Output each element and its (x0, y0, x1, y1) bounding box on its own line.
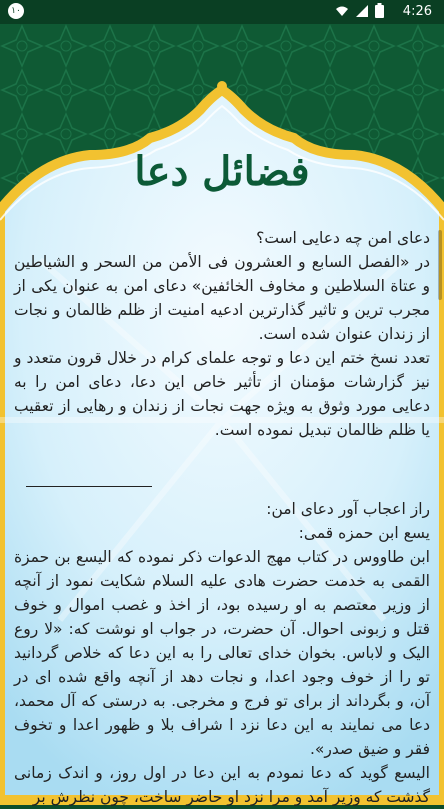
content-scroll[interactable] (14, 226, 430, 806)
battery-icon (375, 3, 384, 18)
paragraph: تعدد نسخ ختم این دعا و توجه علمای کرام در خلال قرون متعدد و نیز گزارشات مؤمنان از تأثیر خاص این دعا، دعای امن را به دعایی مورد وثوق به ویژه جهت نجات از زندان و رهایی از تعقیب یا ظلم ظالمان تبدیل نموده است. (14, 349, 430, 439)
notification-badge: ۱۰ (8, 3, 24, 19)
paragraph: ابن طاووس در کتاب مهج الدعوات ذکر نموده که الیسع بن حمزة القمی به خدمت حضرت هادی علیه السلام شکایت نمود از آنچه از وزیر معتصم به او رسیده بود، از اخذ و غصب اموال و خوف قتل و زبونی احوال. آن حضرت، در جواب او نوشت که: «لا روع الیک و لاباس. بخوان خدای تعالی را به این دعا که خلاص گردانید تو را از خوف وجود اعدا، و نجات دهد از آنچه واقع شده ای در آن، و بگرداند از برای تو فرج و مخرجی. به درستی که آل محمد، دعا می نمایند به این دعا نزد ا شراف بلا و ظهور اعدا و تخوف فقر و ضیق صدر». (14, 548, 430, 758)
status-bar (0, 0, 444, 24)
wifi-icon (335, 4, 349, 18)
paragraph: الیسع گوید که دعا نمودم به این دعا در اول روز، و اندک زمانی گذشت که وزیر آمد و مرا نزد او حاضر ساخت، چون نظرش بر (14, 764, 430, 806)
paragraph: دعای امن چه دعایی است؟ (256, 229, 430, 247)
paragraph: در «الفصل السابع و العشرون فی الأمن من السحر و الشیاطین و عتاة السلاطین و مخاوف الخائفین» دعای امن به عنوان یکی از مجرب ترین و تاثیر گذارترین ادعیه امنیت از ظلم ظالمان و نجات از زندان عنوان شده است. (14, 253, 430, 343)
section-heading: راز اعجاب آور دعای امن: (266, 500, 430, 518)
page-title: فضائل دعا (134, 148, 310, 195)
status-icons (335, 3, 384, 18)
clock: 4:26 (402, 4, 432, 19)
paragraph: یسع ابن حمزه قمی: (298, 524, 430, 542)
divider (26, 486, 152, 487)
signal-icon (355, 4, 369, 18)
scrollbar[interactable] (438, 230, 442, 300)
